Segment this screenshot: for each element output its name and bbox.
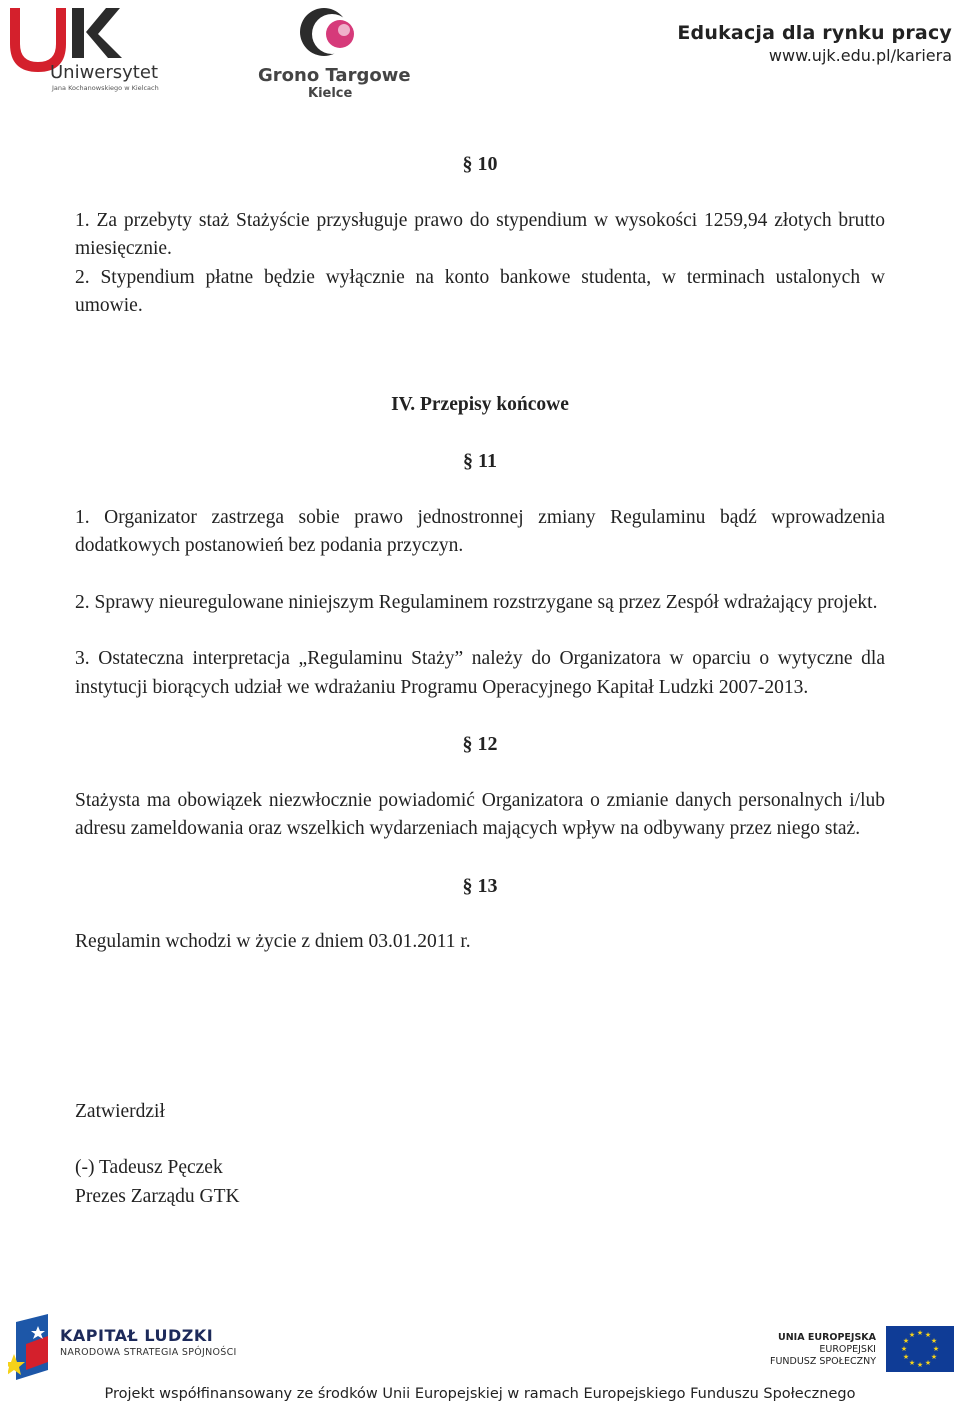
svg-text:★: ★ — [930, 1337, 938, 1345]
page-header — [0, 0, 960, 110]
page-footer — [0, 1300, 960, 1411]
eu-line-3: FUNDUSZ SPOŁECZNY — [770, 1356, 876, 1367]
svg-text:★: ★ — [908, 1331, 916, 1339]
document-body — [75, 150, 885, 1211]
svg-text:★: ★ — [908, 1359, 916, 1367]
ujk-logo-text: Uniwersytet — [50, 62, 158, 83]
ujk-logo-sub: Jana Kochanowskiego w Kielcach — [52, 84, 159, 92]
svg-text:★: ★ — [902, 1337, 910, 1345]
kapital-ludzki-text — [60, 1326, 237, 1358]
ujk-logo — [6, 4, 166, 94]
kapital-ludzki-logo — [8, 1314, 68, 1384]
eu-text — [770, 1332, 876, 1368]
section-heading-12: § 12 — [462, 733, 498, 755]
svg-text:★: ★ — [924, 1331, 932, 1339]
header-right — [677, 22, 952, 65]
eu-line-1: UNIA EUROPEJSKA — [778, 1332, 876, 1343]
section-heading-13: § 13 — [462, 874, 498, 897]
chapter-heading: IV. Przepisy końcowe — [391, 393, 569, 415]
paragraph-11-1: 1. Organizator zastrzega sobie prawo jednostronnej zmiany Regulaminu bądź wprowadzenia dodatkowych postanowień bez podania przyczyn. — [75, 506, 885, 556]
paragraph-11-3: 3. Ostateczna interpretacja „Regulaminu Staży” należy do Organizatora w oparciu o wytyczne dla instytucji biorących udział we wdrażaniu Programu Operacyjnego Kapitał Ludzki 2007-2013. — [75, 648, 885, 698]
grono-logo-sub: Kielce — [308, 86, 353, 100]
svg-text:★: ★ — [916, 1329, 924, 1337]
svg-text:★: ★ — [900, 1345, 908, 1353]
footer-note: Projekt współfinansowany ze środków Unii Europejskiej w ramach Europejskiego Funduszu Społecznego — [104, 1386, 856, 1402]
svg-text:★: ★ — [932, 1345, 940, 1353]
svg-text:★: ★ — [902, 1353, 910, 1361]
paragraph-10-1: 1. Za przebyty staż Stażyście przysługuje prawo do stypendium w wysokości 1259,94 złotych brutto miesięcznie. — [75, 209, 885, 259]
paragraph-10-2: 2. Stypendium płatne będzie wyłącznie na konto bankowe studenta, w terminach ustalonych w umowie. — [75, 266, 885, 316]
svg-text:★: ★ — [916, 1361, 924, 1369]
kl-subtitle: NARODOWA STRATEGIA SPÓJNOŚCI — [60, 1347, 237, 1358]
eu-line-2: EUROPEJSKI — [819, 1344, 876, 1355]
signature-role: Prezes Zarządu GTK — [75, 1185, 240, 1207]
kl-title: KAPITAŁ LUDZKI — [60, 1326, 214, 1345]
paragraph-11-2: 2. Sprawy nieuregulowane niniejszym Regulaminem rozstrzygane są przez Zespół wdrażający projekt. — [75, 591, 878, 613]
grono-logo-title: Grono Targowe — [258, 65, 411, 86]
grono-targowe-logo — [256, 4, 416, 100]
signature-name: (-) Tadeusz Pęczek — [75, 1157, 223, 1178]
section-heading-10: § 10 — [462, 153, 498, 175]
eu-flag-icon — [886, 1326, 954, 1372]
paragraph-12: Stażysta ma obowiązek niezwłocznie powiadomić Organizatora o zmianie danych personalnych i/lub adresu zameldowania oraz wszelkich wydarzeniach mających wpływ na odbywany przez niego staż. — [75, 789, 885, 839]
signature-label: Zatwierdził — [75, 1100, 165, 1122]
svg-text:★: ★ — [930, 1353, 938, 1361]
paragraph-13: Regulamin wchodzi w życie z dniem 03.01.2011 r. — [75, 931, 471, 952]
header-title: Edukacja dla rynku pracy — [677, 22, 952, 44]
svg-text:★: ★ — [924, 1359, 932, 1367]
header-url: www.ujk.edu.pl/kariera — [768, 46, 952, 65]
section-heading-11: § 11 — [463, 450, 497, 472]
